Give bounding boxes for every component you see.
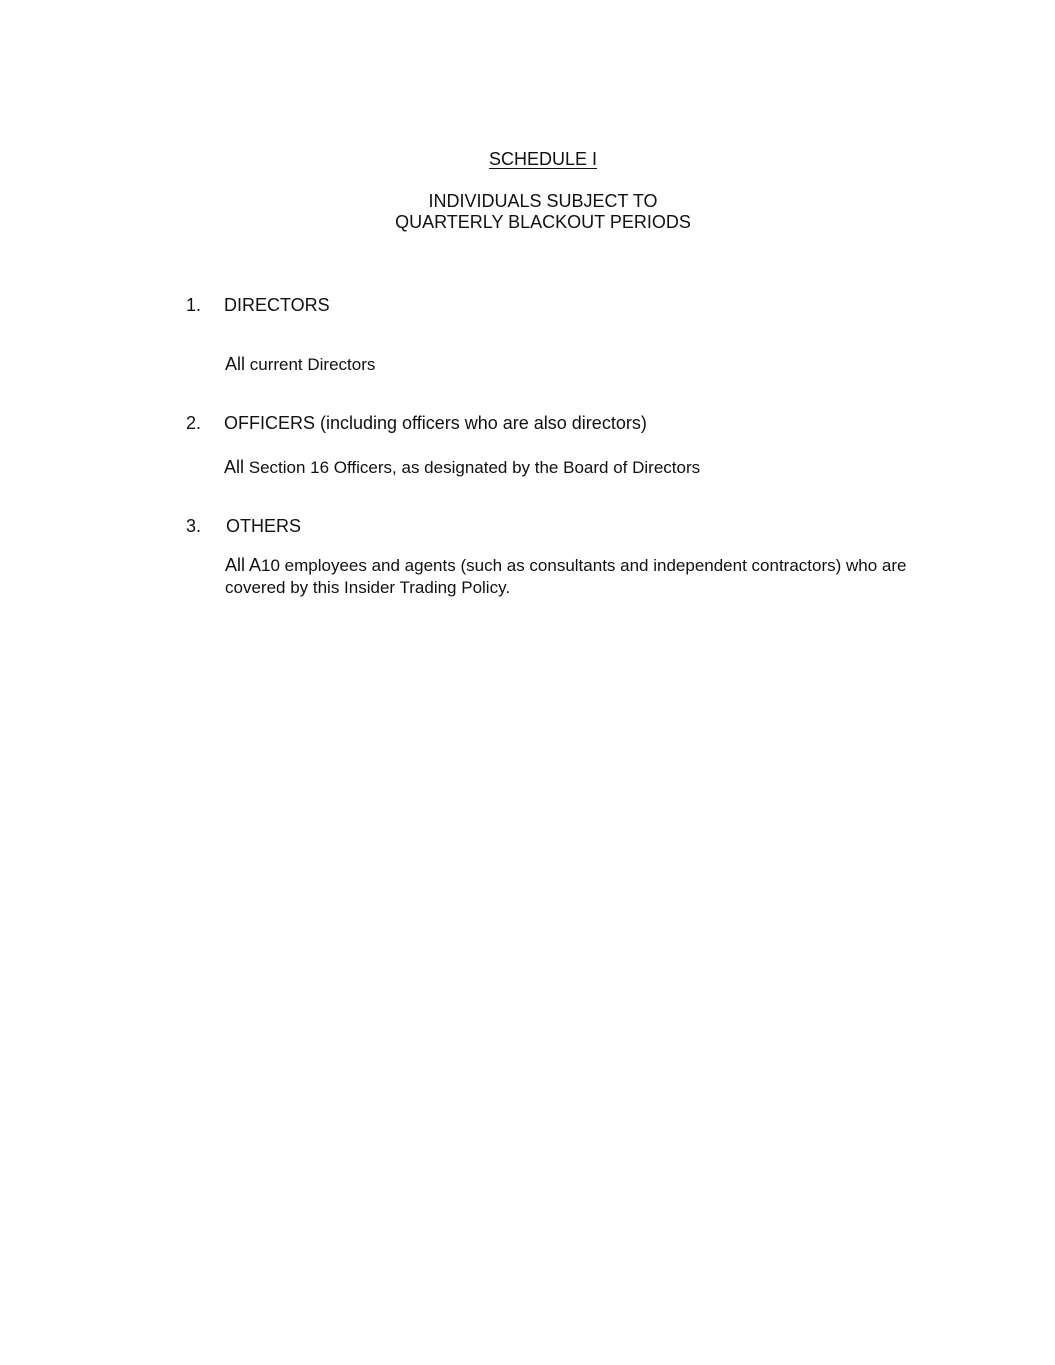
section-heading-directors <box>186 294 686 316</box>
section-heading-label: DIRECTORS <box>224 295 330 315</box>
section-body-text: current Directors <box>245 355 376 374</box>
section-body-others <box>225 554 915 599</box>
schedule-title: SCHEDULE I <box>488 149 598 169</box>
section-body-text: 10 employees and agents (such as consultants and independent contractors) who are covered by this Insider Trading Policy. <box>225 556 907 597</box>
section-heading-officers <box>186 412 786 434</box>
schedule-subtitle <box>0 191 1055 233</box>
section-heading-label: OFFICERS (including officers who are also directors) <box>224 413 647 433</box>
section-heading-label: OTHERS <box>226 516 302 536</box>
section-body-directors <box>225 353 915 376</box>
section-number: 2. <box>186 413 202 433</box>
section-body-lead: All <box>225 354 246 374</box>
subtitle-line-1: INDIVIDUALS SUBJECT TO <box>428 191 658 211</box>
subtitle-line-2: QUARTERLY BLACKOUT PERIODS <box>395 212 691 232</box>
section-body-text: Section 16 Officers, as designated by the Board of Directors <box>244 458 701 477</box>
section-number: 3. <box>186 516 202 536</box>
section-heading-others <box>186 515 686 537</box>
section-body-officers <box>224 456 914 479</box>
section-number: 1. <box>186 295 202 315</box>
section-body-lead: All A <box>225 555 262 575</box>
section-body-lead: All <box>224 457 245 477</box>
